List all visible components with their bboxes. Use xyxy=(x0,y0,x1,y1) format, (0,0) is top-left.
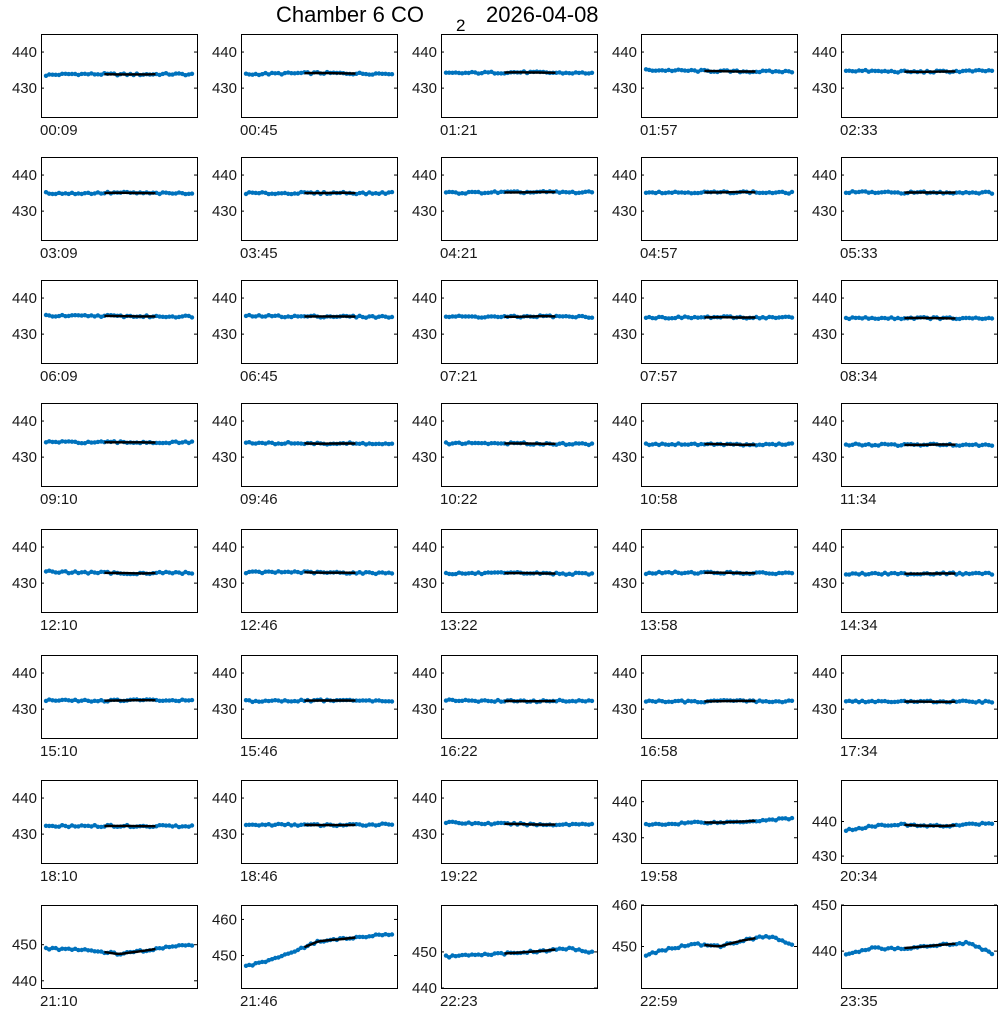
panel-time-label: 06:45 xyxy=(240,368,278,385)
panel-plot xyxy=(200,157,400,247)
panel-0910 xyxy=(0,403,200,523)
y-tick-label: 440 xyxy=(812,290,837,307)
data-point xyxy=(190,439,194,443)
y-tick-label: 440 xyxy=(412,290,437,307)
y-tick-label: 440 xyxy=(412,167,437,184)
data-point xyxy=(790,943,794,947)
panel-plot xyxy=(0,34,200,124)
axes-box xyxy=(442,281,598,364)
panel-0157 xyxy=(600,34,800,154)
axes-box xyxy=(242,281,398,364)
panel-1510 xyxy=(0,655,200,775)
y-tick-label: 450 xyxy=(212,948,237,965)
panel-plot xyxy=(400,655,600,745)
panel-time-label: 16:58 xyxy=(640,743,678,760)
y-tick-label: 430 xyxy=(612,449,637,466)
panel-2034 xyxy=(800,780,1000,900)
panel-plot xyxy=(0,403,200,493)
panel-plot xyxy=(0,655,200,745)
panel-1058 xyxy=(600,403,800,523)
y-tick-label: 430 xyxy=(12,575,37,592)
axes-box xyxy=(242,781,398,864)
panel-time-label: 18:10 xyxy=(40,868,78,885)
panel-1546 xyxy=(200,655,400,775)
y-tick-label: 430 xyxy=(612,575,637,592)
y-tick-label: 440 xyxy=(12,665,37,682)
y-tick-label: 450 xyxy=(412,944,437,961)
axes-box xyxy=(242,906,398,989)
axes-box xyxy=(42,281,198,364)
panel-time-label: 14:34 xyxy=(840,617,878,634)
fit-line xyxy=(104,700,155,701)
axes-box xyxy=(242,158,398,241)
y-tick-label: 430 xyxy=(612,830,637,847)
panel-time-label: 17:34 xyxy=(840,743,878,760)
panel-time-label: 22:23 xyxy=(440,993,478,1010)
panel-plot xyxy=(800,655,1000,745)
axes-box xyxy=(242,656,398,739)
panel-plot xyxy=(400,34,600,124)
title-date: 2026-04-08 xyxy=(486,2,599,28)
data-point xyxy=(790,315,794,319)
y-tick-label: 430 xyxy=(412,326,437,343)
panel-time-label: 15:46 xyxy=(240,743,278,760)
axes-box xyxy=(42,781,198,864)
y-tick-label: 430 xyxy=(12,80,37,97)
y-tick-label: 440 xyxy=(412,980,437,997)
panel-1810 xyxy=(0,780,200,900)
panel-time-label: 04:57 xyxy=(640,245,678,262)
panel-plot xyxy=(200,403,400,493)
panel-plot xyxy=(0,529,200,619)
panel-time-label: 11:34 xyxy=(840,491,876,508)
data-point xyxy=(190,698,194,702)
y-tick-label: 440 xyxy=(812,44,837,61)
panel-time-label: 22:59 xyxy=(640,993,678,1010)
axes-box xyxy=(842,530,998,613)
panel-plot xyxy=(600,529,800,619)
panel-0721 xyxy=(400,280,600,400)
panel-2223 xyxy=(400,905,600,1025)
fit-line xyxy=(704,573,755,574)
fit-line xyxy=(304,73,355,74)
y-tick-label: 440 xyxy=(812,413,837,430)
fit-line xyxy=(504,573,555,574)
data-point xyxy=(990,952,994,956)
data-point xyxy=(590,950,594,954)
data-point xyxy=(990,316,994,320)
panel-2110 xyxy=(0,905,200,1025)
panel-plot xyxy=(400,403,600,493)
panel-time-label: 23:35 xyxy=(840,993,878,1010)
panel-1358 xyxy=(600,529,800,649)
panel-plot xyxy=(600,403,800,493)
y-tick-label: 430 xyxy=(612,80,637,97)
axes-box xyxy=(442,656,598,739)
panel-time-label: 19:22 xyxy=(440,868,478,885)
y-tick-label: 430 xyxy=(212,449,237,466)
data-point xyxy=(190,823,194,827)
y-tick-label: 440 xyxy=(812,167,837,184)
data-point xyxy=(990,192,994,196)
data-point xyxy=(390,571,394,575)
data-point xyxy=(590,71,594,75)
data-point xyxy=(590,441,594,445)
y-tick-label: 450 xyxy=(812,897,837,914)
y-tick-label: 430 xyxy=(412,826,437,843)
data-point xyxy=(390,932,394,936)
y-tick-label: 430 xyxy=(212,80,237,97)
panel-1734 xyxy=(800,655,1000,775)
y-tick-label: 440 xyxy=(812,943,837,960)
panel-plot xyxy=(0,157,200,247)
panel-time-label: 04:21 xyxy=(440,245,478,262)
panel-time-label: 20:34 xyxy=(840,868,878,885)
panel-0757 xyxy=(600,280,800,400)
fit-line xyxy=(904,318,955,319)
y-tick-label: 440 xyxy=(12,790,37,807)
y-tick-label: 460 xyxy=(612,897,637,914)
panel-plot xyxy=(800,403,1000,493)
fit-line xyxy=(904,71,955,72)
data-point xyxy=(990,700,994,704)
panel-time-label: 07:21 xyxy=(440,368,478,385)
panel-0834 xyxy=(800,280,1000,400)
panel-1846 xyxy=(200,780,400,900)
panel-plot xyxy=(800,905,1000,995)
data-point xyxy=(390,823,394,827)
y-tick-label: 430 xyxy=(812,848,837,865)
y-tick-label: 430 xyxy=(812,701,837,718)
panel-0345 xyxy=(200,157,400,277)
y-tick-label: 430 xyxy=(212,826,237,843)
y-tick-label: 430 xyxy=(812,575,837,592)
panel-plot xyxy=(800,280,1000,370)
panel-time-label: 09:46 xyxy=(240,491,278,508)
panel-time-label: 16:22 xyxy=(440,743,478,760)
y-tick-label: 430 xyxy=(812,449,837,466)
data-point xyxy=(990,444,994,448)
panel-1134 xyxy=(800,403,1000,523)
panel-0946 xyxy=(200,403,400,523)
y-tick-label: 440 xyxy=(212,44,237,61)
panel-plot xyxy=(400,905,600,995)
panel-1022 xyxy=(400,403,600,523)
axes-box xyxy=(642,35,798,118)
data-point xyxy=(190,315,194,319)
fit-line xyxy=(504,316,555,317)
y-tick-label: 440 xyxy=(212,665,237,682)
y-tick-label: 440 xyxy=(412,665,437,682)
panel-plot xyxy=(800,529,1000,619)
data-point xyxy=(590,571,594,575)
y-tick-label: 430 xyxy=(612,203,637,220)
y-tick-label: 440 xyxy=(12,413,37,430)
panel-1322 xyxy=(400,529,600,649)
panel-plot xyxy=(400,529,600,619)
y-tick-label: 430 xyxy=(212,326,237,343)
axes-box xyxy=(642,158,798,241)
fit-line xyxy=(304,572,355,573)
panel-time-label: 09:10 xyxy=(40,491,78,508)
panel-time-label: 00:09 xyxy=(40,122,78,139)
fit-line xyxy=(504,72,555,73)
panel-2146 xyxy=(200,905,400,1025)
panel-2335 xyxy=(800,905,1000,1025)
panel-time-label: 10:58 xyxy=(640,491,678,508)
y-tick-label: 440 xyxy=(412,413,437,430)
y-tick-label: 440 xyxy=(812,665,837,682)
y-tick-label: 430 xyxy=(412,701,437,718)
panel-time-label: 07:57 xyxy=(640,368,678,385)
panel-time-label: 00:45 xyxy=(240,122,278,139)
panel-plot xyxy=(200,280,400,370)
panel-time-label: 12:10 xyxy=(40,617,78,634)
panel-0457 xyxy=(600,157,800,277)
fit-line xyxy=(704,701,755,702)
panel-plot xyxy=(800,780,1000,870)
panel-1210 xyxy=(0,529,200,649)
y-tick-label: 440 xyxy=(612,539,637,556)
title-main: Chamber 6 CO xyxy=(276,2,424,28)
y-tick-label: 430 xyxy=(812,203,837,220)
data-point xyxy=(190,72,194,76)
panel-plot xyxy=(400,780,600,870)
y-tick-label: 440 xyxy=(12,973,37,990)
panel-0045 xyxy=(200,34,400,154)
data-point xyxy=(790,441,794,445)
axes-box xyxy=(842,781,998,864)
data-point xyxy=(990,822,994,826)
y-tick-label: 440 xyxy=(412,539,437,556)
panel-time-label: 08:34 xyxy=(840,368,878,385)
y-tick-label: 430 xyxy=(812,326,837,343)
y-tick-label: 440 xyxy=(212,290,237,307)
axes-box xyxy=(42,158,198,241)
axes-box xyxy=(642,281,798,364)
data-point xyxy=(390,72,394,76)
fit-line xyxy=(104,316,155,317)
y-tick-label: 430 xyxy=(212,701,237,718)
y-tick-label: 440 xyxy=(812,814,837,831)
panel-time-label: 18:46 xyxy=(240,868,278,885)
panel-0233 xyxy=(800,34,1000,154)
y-tick-label: 430 xyxy=(412,80,437,97)
data-point xyxy=(590,316,594,320)
y-tick-label: 440 xyxy=(12,290,37,307)
panel-time-label: 02:33 xyxy=(840,122,878,139)
axes-box xyxy=(842,35,998,118)
y-tick-label: 430 xyxy=(212,203,237,220)
panel-plot xyxy=(600,157,800,247)
panel-1958 xyxy=(600,780,800,900)
axes-box xyxy=(42,656,198,739)
fit-line xyxy=(704,444,755,445)
y-tick-label: 440 xyxy=(612,44,637,61)
axes-box xyxy=(842,281,998,364)
data-point xyxy=(790,699,794,703)
panel-plot xyxy=(0,905,200,995)
data-point xyxy=(590,699,594,703)
data-point xyxy=(990,69,994,73)
panel-plot xyxy=(200,655,400,745)
panel-time-label: 13:22 xyxy=(440,617,478,634)
axes-box xyxy=(842,158,998,241)
y-tick-label: 430 xyxy=(412,449,437,466)
panel-plot xyxy=(400,280,600,370)
y-tick-label: 430 xyxy=(812,80,837,97)
panel-plot xyxy=(200,34,400,124)
y-tick-label: 440 xyxy=(612,167,637,184)
y-tick-label: 450 xyxy=(12,937,37,954)
y-tick-label: 440 xyxy=(12,539,37,556)
y-tick-label: 440 xyxy=(212,167,237,184)
y-tick-label: 440 xyxy=(612,290,637,307)
axes-box xyxy=(842,656,998,739)
fit-line xyxy=(904,825,955,826)
panel-time-label: 01:21 xyxy=(440,122,478,139)
y-tick-label: 440 xyxy=(212,790,237,807)
data-point xyxy=(790,571,794,575)
fit-line xyxy=(104,193,155,194)
data-point xyxy=(790,190,794,194)
panel-time-label: 21:10 xyxy=(40,993,78,1010)
data-point xyxy=(390,315,394,319)
y-tick-label: 430 xyxy=(12,701,37,718)
data-point xyxy=(190,191,194,195)
panel-plot xyxy=(200,780,400,870)
panel-0121 xyxy=(400,34,600,154)
y-tick-label: 430 xyxy=(212,575,237,592)
data-point xyxy=(390,699,394,703)
y-tick-label: 440 xyxy=(812,539,837,556)
data-point xyxy=(390,190,394,194)
axes-box xyxy=(442,35,598,118)
y-tick-label: 440 xyxy=(12,167,37,184)
panel-plot xyxy=(400,157,600,247)
panel-time-label: 06:09 xyxy=(40,368,78,385)
y-tick-label: 430 xyxy=(612,701,637,718)
y-tick-label: 430 xyxy=(412,575,437,592)
panel-0533 xyxy=(800,157,1000,277)
panel-time-label: 03:09 xyxy=(40,245,78,262)
y-tick-label: 440 xyxy=(612,413,637,430)
data-point xyxy=(390,442,394,446)
data-point xyxy=(990,572,994,576)
fit-line xyxy=(504,824,555,825)
y-tick-label: 430 xyxy=(12,449,37,466)
panel-plot xyxy=(600,905,800,995)
y-tick-label: 460 xyxy=(212,911,237,928)
panel-plot xyxy=(600,655,800,745)
panel-0421 xyxy=(400,157,600,277)
panel-plot xyxy=(600,34,800,124)
panel-plot xyxy=(0,280,200,370)
panel-plot xyxy=(0,780,200,870)
y-tick-label: 430 xyxy=(12,203,37,220)
panel-0309 xyxy=(0,157,200,277)
panel-0009 xyxy=(0,34,200,154)
panel-1922 xyxy=(400,780,600,900)
panel-1246 xyxy=(200,529,400,649)
panel-time-label: 01:57 xyxy=(640,122,678,139)
panel-time-label: 03:45 xyxy=(240,245,278,262)
y-tick-label: 440 xyxy=(612,794,637,811)
fit-line xyxy=(104,573,155,574)
panel-plot xyxy=(200,529,400,619)
data-point xyxy=(590,190,594,194)
panel-0645 xyxy=(200,280,400,400)
panel-1658 xyxy=(600,655,800,775)
y-tick-label: 440 xyxy=(12,44,37,61)
y-tick-label: 430 xyxy=(612,326,637,343)
y-tick-label: 440 xyxy=(412,790,437,807)
data-point xyxy=(190,571,194,575)
panel-plot xyxy=(600,780,800,870)
panel-time-label: 12:46 xyxy=(240,617,278,634)
y-tick-label: 430 xyxy=(412,203,437,220)
panel-1622 xyxy=(400,655,600,775)
panel-time-label: 05:33 xyxy=(840,245,878,262)
fit-line xyxy=(704,71,755,72)
panel-time-label: 10:22 xyxy=(440,491,478,508)
title-subscript: 2 xyxy=(456,16,465,36)
axes-box xyxy=(442,158,598,241)
axes-box xyxy=(642,656,798,739)
data-point xyxy=(790,70,794,74)
y-tick-label: 440 xyxy=(212,539,237,556)
panel-1434 xyxy=(800,529,1000,649)
panel-time-label: 15:10 xyxy=(40,743,78,760)
y-tick-label: 440 xyxy=(612,665,637,682)
panel-plot xyxy=(800,157,1000,247)
data-point xyxy=(590,822,594,826)
panel-0609 xyxy=(0,280,200,400)
panel-time-label: 21:46 xyxy=(240,993,278,1010)
y-tick-label: 430 xyxy=(12,326,37,343)
panel-plot xyxy=(600,280,800,370)
data-point xyxy=(790,816,794,820)
y-tick-label: 430 xyxy=(12,826,37,843)
y-tick-label: 440 xyxy=(212,413,237,430)
panel-time-label: 19:58 xyxy=(640,868,678,885)
data-point xyxy=(190,943,194,947)
panel-plot xyxy=(800,34,1000,124)
y-tick-label: 440 xyxy=(412,44,437,61)
y-tick-label: 450 xyxy=(612,939,637,956)
panel-2259 xyxy=(600,905,800,1025)
panel-time-label: 13:58 xyxy=(640,617,678,634)
axes-box xyxy=(42,404,198,487)
panel-plot xyxy=(200,905,400,995)
